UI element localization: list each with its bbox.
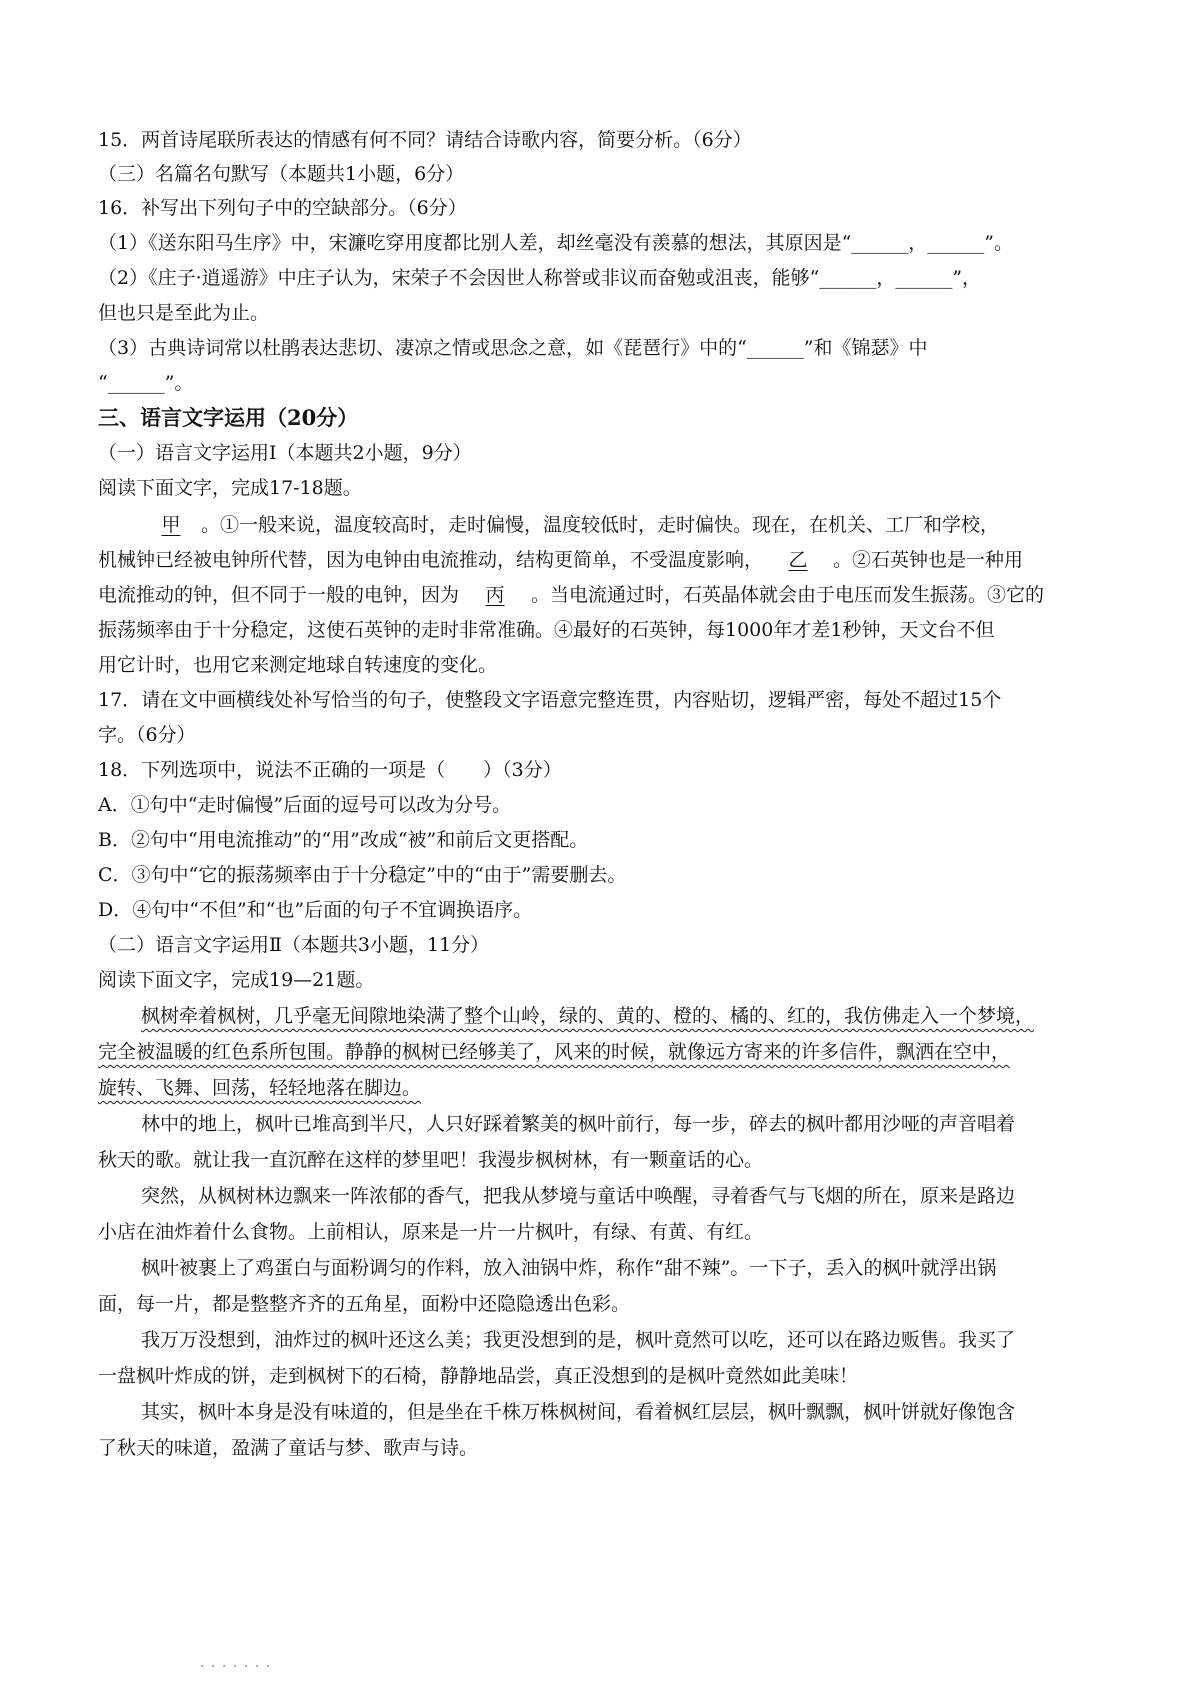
section-famous-lines: （三）名篇名句默写（本题共1小题，6分） — [98, 163, 465, 185]
question-16-3-cont: “______”。 — [98, 372, 194, 394]
passage-7-line-2: 了秋天的味道，盈满了童话与梦、歌声与诗。 — [98, 1437, 479, 1459]
question-16-2: （2）《庄子·逍遥游》中庄子认为，宋荣子不会因世人称誉或非议而奋勉或沮丧，能够“______，______”， — [98, 267, 982, 289]
passage-4-line-1: 突然，从枫树林边飘来一阵浓郁的香气，把我从梦境与童话中唤醒，寻着香气与飞烟的所在，原来是路边 — [141, 1185, 1016, 1207]
part-three-heading: 三、语言文字运用（20分） — [98, 405, 359, 430]
question-16: 16．补写出下列句子中的空缺部分。（6分） — [98, 197, 467, 219]
question-17: 17．请在文中画横线处补写恰当的句子，使整段文字语意完整连贯，内容贴切，逻辑严密，每处不超过15个 — [98, 689, 1002, 711]
section-language-2: （二）语言文字运用Ⅱ（本题共3小题，11分） — [98, 934, 490, 956]
option-c: C．③句中“它的振荡频率由于十分稳定”中的“由于”需要删去。 — [98, 864, 627, 886]
passage-5-line-1: 枫叶被裹上了鸡蛋白与面粉调匀的作料，放入油锅中炸，称作“甜不辣”。一下子，丢入的枫叶就浮出锅 — [141, 1257, 997, 1279]
passage-1-line-4: 振荡频率由于十分稳定，这使石英钟的走时非常准确。④最好的石英钟，每1000年才差1秒钟，天文台不但 — [98, 619, 995, 641]
blank-jia: 甲 — [161, 514, 181, 536]
passage-6-line-2: 一盘枫叶炸成的饼，走到枫树下的石椅，静静地品尝，真正没想到的是枫叶竟然如此美味！ — [98, 1365, 859, 1387]
passage-1-line-1: 甲 。①一般来说，温度较高时，走时偏慢，温度较低时，走时偏快。现在，在机关、工厂和学校， — [98, 511, 1108, 539]
option-a: A．①句中“走时偏慢”后面的逗号可以改为分号。 — [98, 794, 512, 816]
option-d: D．④句中“不但”和“也”后面的句子不宜调换语序。 — [98, 899, 533, 921]
section-language-1: （一）语言文字运用Ⅰ（本题共2小题，9分） — [98, 442, 472, 464]
question-17-cont: 字。（6分） — [98, 724, 196, 746]
option-b: B．②句中“用电流推动”的“用”改成“被”和前后文更搭配。 — [98, 829, 589, 851]
passage-1-line-3: 电流推动的钟，但不同于一般的电钟，因为 丙 。当电流通过时，石英晶体就会由于电压而发生振荡。③它的 — [98, 581, 1108, 609]
passage-2-line-3: 旋转、飞舞、回荡，轻轻地落在脚边。 — [98, 1077, 422, 1099]
passage-1-line-2: 机械钟已经被电钟所代替，因为电钟由电流推动，结构更简单，不受温度影响， 乙 。②石英钟也是一种用 — [98, 546, 1108, 574]
passage-3-line-1: 林中的地上，枫叶已堆高到半尺，人只好踩着繁美的枫叶前行，每一步，碎去的枫叶都用沙哑的声音唱着 — [141, 1113, 1016, 1135]
passage-2-line-1: 枫树牵着枫树，几乎毫无间隙地染满了整个山岭，绿的、黄的、橙的、橘的、红的，我仿佛走入一个梦境， — [141, 1005, 1035, 1027]
blank-yi: 乙 — [788, 549, 808, 571]
reading-instruction-2: 阅读下面文字，完成19—21题。 — [98, 969, 375, 991]
reading-instruction-1: 阅读下面文字，完成17-18题。 — [98, 477, 362, 499]
passage-3-line-2: 秋天的歌。就让我一直沉醉在这样的梦里吧！我漫步枫树林，有一颗童话的心。 — [98, 1149, 764, 1171]
question-16-2-cont: 但也只是至此为止。 — [98, 302, 270, 324]
passage-2-line-2: 完全被温暖的红色系所包围。静静的枫树已经够美了，风来的时候，就像远方寄来的许多信件，飘洒在空中， — [98, 1041, 1011, 1063]
question-15: 15．两首诗尾联所表达的情感有何不同？请结合诗歌内容，简要分析。（6分） — [98, 129, 752, 151]
question-16-1: （1）《送东阳马生序》中，宋濂吃穿用度都比别人差，却丝毫没有羡慕的想法，其原因是“______，______”。 — [98, 232, 1014, 254]
question-16-3: （3）古典诗词常以杜鹃表达悲切、凄凉之情或思念之意，如《琵琶行》中的“______”和《锦瑟》中 — [98, 337, 928, 359]
question-18: 18．下列选项中，说法不正确的一项是（ ）（3分） — [98, 759, 562, 781]
passage-5-line-2: 面，每一片，都是整整齐齐的五角星，面粉中还隐隐透出色彩。 — [98, 1293, 631, 1315]
passage-4-line-2: 小店在油炸着什么食物。上前相认，原来是一片一片枫叶，有绿、有黄、有红。 — [98, 1221, 764, 1243]
blank-bing: 丙 — [485, 584, 505, 606]
passage-1-line-5: 用它计时，也用它来测定地球自转速度的变化。 — [98, 654, 498, 676]
passage-6-line-1: 我万万没想到，油炸过的枫叶还这么美；我更没想到的是，枫叶竟然可以吃，还可以在路边贩售。我买了 — [141, 1329, 1016, 1351]
footer-dots: ．．．．．．． — [200, 1655, 284, 1671]
passage-7-line-1: 其实，枫叶本身是没有味道的，但是坐在千株万株枫树间，看着枫红层层，枫叶飘飘，枫叶饼就好像饱含 — [141, 1401, 1016, 1423]
